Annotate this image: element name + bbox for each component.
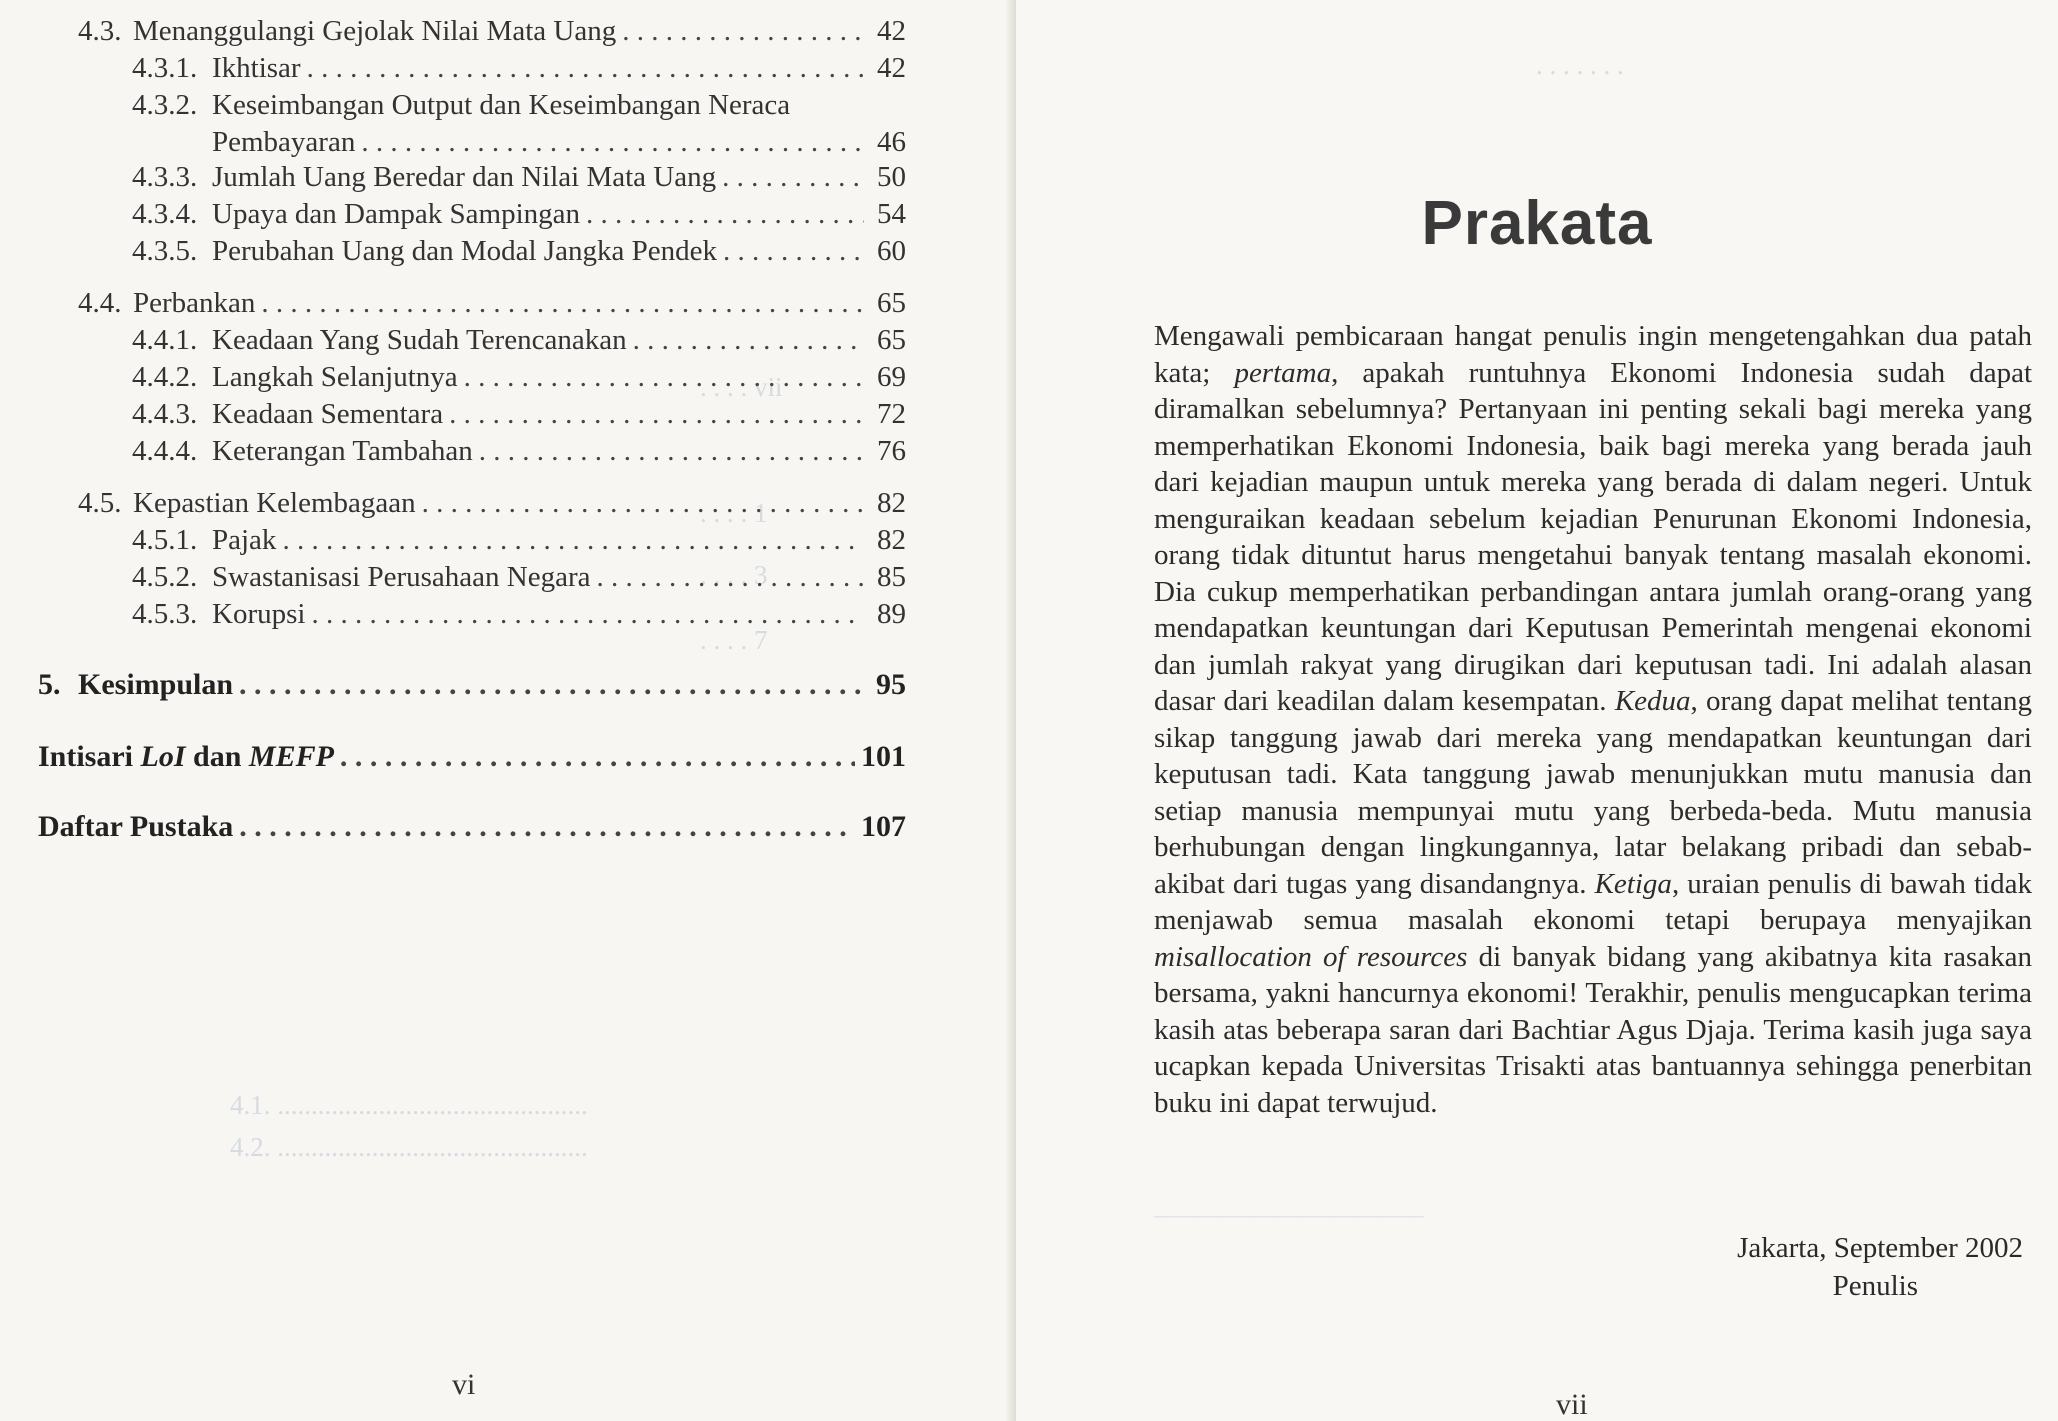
toc-leader-dots	[361, 125, 864, 159]
toc-entry[interactable]	[132, 523, 906, 557]
toc-entry[interactable]	[132, 323, 906, 357]
toc-entry-title: Menanggulangi Gejolak Nilai Mata Uang	[133, 15, 617, 47]
toc-entry[interactable]	[78, 14, 906, 48]
toc-entry-title: Perubahan Uang dan Modal Jangka Pendek	[212, 235, 717, 267]
toc-entry[interactable]	[78, 286, 906, 320]
toc-entry-title-line1: Keseimbangan Output dan Keseimbangan Neraca	[212, 89, 791, 121]
toc-entry[interactable]	[212, 125, 906, 159]
toc-entry-page: 89	[877, 598, 906, 630]
signature-name: Penulis	[1832, 1270, 1918, 1302]
toc-entry-page: 82	[877, 487, 906, 519]
toc-entry-page: 60	[877, 235, 906, 267]
bleed-through: . . . . . . .	[1536, 50, 1624, 80]
toc-entry-title: Perbankan	[133, 287, 256, 319]
toc-entry-number: 4.3.4.	[132, 198, 198, 230]
toc-entry-number: 4.4.4.	[132, 435, 198, 467]
bleed-through: . . . . 3	[700, 560, 768, 590]
toc-entry-number: 4.4.2.	[132, 361, 198, 393]
toc-chapter-title-part: Intisari	[38, 740, 141, 773]
preface-italic-text: Kedua	[1614, 685, 1691, 717]
toc-leader-dots	[282, 523, 864, 557]
toc-entry[interactable]	[132, 234, 906, 268]
toc-chapter-entry[interactable]	[38, 740, 906, 774]
toc-entry-page: 85	[877, 561, 906, 593]
toc-entry-number: 4.4.3.	[132, 398, 198, 430]
toc-leader-dots	[722, 160, 864, 194]
toc-entry[interactable]	[132, 360, 906, 394]
preface-text: Mengawali pembicaraan hangat penulis ingin mengetengahkan dua patah kata;	[1154, 320, 2032, 389]
bleed-through: . . . . 1	[700, 498, 768, 528]
toc-entry-title: Keadaan Yang Sudah Terencanakan	[212, 324, 627, 356]
toc-entry-page: 50	[877, 161, 906, 193]
toc-entry-page: 42	[877, 15, 906, 47]
toc-entry-title: Upaya dan Dampak Sampingan	[212, 198, 581, 230]
toc-leader-dots	[340, 740, 855, 774]
toc-entry[interactable]	[132, 397, 906, 431]
toc-entry[interactable]	[132, 51, 906, 85]
toc-entry-number: 4.4.	[78, 287, 122, 319]
toc-leader-dots	[422, 486, 864, 520]
toc-entry-page: 76	[877, 435, 906, 467]
toc-entry-page: 69	[877, 361, 906, 393]
toc-chapter-title-part: dan	[185, 740, 249, 773]
toc-entry-page: 72	[877, 398, 906, 430]
bleed-through: . . . . 7	[700, 625, 768, 655]
toc-leader-dots	[479, 434, 864, 468]
toc-entry-title: Langkah Selanjutnya	[212, 361, 458, 393]
toc-leader-dots	[633, 323, 864, 357]
preface-text: , apakah runtuhnya Ekonomi Indonesia sudah dapat diramalkan sebelumnya? Pertanyaan ini penting sekali bagi mereka yang memperhatikan Ekonomi Indonesia, baik bagi mereka yang berada jauh dari kejadian maupun untuk mereka yang berada di dalam negeri. Untuk menguraikan keadaan sebelum kejadian Penurunan Ekonomi Indonesia, orang tidak dituntut harus mengetahui banyak tentang masalah ekonomi. Dia cukup memperhatikan perbandingan antara jumlah orang-orang yang mendapatkan keuntungan dari Keputusan Pemerintah mengenai ekonomi dan jumlah rakyat yang dirugikan dari keputusan tadi. Ini adalah alasan dasar dari keadilan dalam kesempatan.	[1154, 356, 2033, 717]
preface-italic-text: pertama	[1234, 356, 1332, 389]
toc-entry-page: 42	[877, 52, 906, 84]
toc-leader-dots	[239, 810, 855, 844]
toc-leader-dots	[622, 14, 864, 48]
toc-entry-title: Ikhtisar	[212, 52, 301, 84]
bleed-through: ____________________	[1154, 1190, 1424, 1220]
toc-chapter-title-part: MEFP	[248, 740, 334, 773]
toc-entry-number: 4.3.3.	[132, 161, 198, 193]
toc-chapter-page: 101	[861, 740, 906, 773]
page-title: Prakata	[1421, 189, 1653, 258]
toc-leader-dots	[464, 360, 864, 394]
toc-entry-page: 54	[877, 198, 906, 230]
toc-entry-number: 4.3.1.	[132, 52, 198, 84]
toc-entry-number: 4.5.1.	[132, 524, 198, 556]
toc-entry-title: Swastanisasi Perusahaan Negara	[212, 561, 591, 593]
toc-entry-title: Pajak	[212, 524, 277, 556]
toc-entry-title: Kepastian Kelembagaan	[133, 487, 416, 519]
toc-entry-number: 4.3.5.	[132, 235, 198, 267]
toc-chapter-page: 107	[861, 810, 906, 843]
preface-italic-text: misallocation of resources	[1154, 940, 1468, 973]
toc-entry-number: 4.3.2.	[132, 89, 198, 121]
page-number-left: vi	[452, 1368, 476, 1401]
toc-entry-number: 4.3.	[78, 15, 122, 47]
toc-chapter-entry[interactable]	[38, 668, 906, 702]
toc-chapter-entry[interactable]	[38, 810, 906, 844]
toc-leader-dots	[261, 286, 864, 320]
toc-entry[interactable]	[132, 197, 906, 231]
toc-leader-dots	[723, 234, 864, 268]
toc-entry-number: 4.4.1.	[132, 324, 198, 356]
toc-leader-dots	[597, 560, 865, 594]
page-number-right: vii	[1556, 1388, 1588, 1421]
toc-chapter-title: Kesimpulan	[78, 668, 234, 701]
toc-entry-number: 4.5.2.	[132, 561, 198, 593]
toc-entry[interactable]	[132, 597, 906, 631]
right-page	[1016, 0, 2058, 1421]
bleed-through: 4.1. ..............................................	[230, 1090, 588, 1120]
left-page	[0, 0, 1016, 1421]
toc-chapter-title: Daftar Pustaka	[38, 810, 234, 843]
preface-text: , orang dapat melihat tentang sikap tanggung jawab dari mereka yang mendapatkan keuntungan dari keputusan tadi. Kata tanggung jawab menunjukkan mutu manusia dan setiap manusia mempunyai mutu yang berbeda-beda. Mutu manusia berhubungan dengan lingkungannya, latar belakang pribadi dan sebab-akibat dari tugas yang disandangnya.	[1154, 685, 2032, 900]
toc-leader-dots	[449, 397, 864, 431]
preface-italic-text: Ketiga	[1594, 867, 1672, 900]
toc-entry-title: Korupsi	[212, 598, 306, 630]
toc-entry-number: 4.5.	[78, 487, 122, 519]
toc-leader-dots	[307, 51, 864, 85]
toc-entry[interactable]	[132, 560, 906, 594]
toc-entry-page: 46	[877, 126, 906, 158]
toc-entry-page: 65	[877, 287, 906, 319]
toc-entry-page: 82	[877, 524, 906, 556]
toc-entry-title: Keterangan Tambahan	[212, 435, 473, 467]
toc-entry-page: 65	[877, 324, 906, 356]
toc-entry-title: Pembayaran	[212, 126, 356, 158]
toc-entry-title: Jumlah Uang Beredar dan Nilai Mata Uang	[212, 161, 717, 193]
bleed-through: . . . . vii	[700, 372, 783, 402]
toc-entry[interactable]	[132, 434, 906, 468]
preface-text: , uraian penulis di bawah tidak menjawab semua masalah ekonomi tetapi berupaya menyajikan	[1154, 867, 2032, 936]
toc-entry[interactable]	[78, 486, 906, 520]
toc-chapter-number: 5.	[38, 668, 61, 701]
toc-leader-dots	[239, 668, 864, 702]
toc-leader-dots	[586, 197, 864, 231]
toc-leader-dots	[311, 597, 864, 631]
toc-entry[interactable]	[132, 160, 906, 194]
bleed-through: 4.2. ..............................................	[230, 1132, 588, 1162]
toc-entry-number: 4.5.3.	[132, 598, 198, 630]
toc-chapter-page: 95	[876, 668, 906, 701]
toc-chapter-title-part: LoI	[140, 740, 186, 773]
preface-body	[1154, 318, 2032, 1121]
toc-entry-title: Keadaan Sementara	[212, 398, 444, 430]
toc-chapter-title	[38, 740, 334, 774]
signature-place-date: Jakarta, September 2002	[1737, 1232, 2023, 1264]
preface-text: di banyak bidang yang akibatnya kita rasakan bersama, yakni hancurnya ekonomi! Terakhir, penulis mengucapkan terima kasih atas beberapa saran dari Bachtiar Agus Djaja. Terima kasih juga saya ucapkan kepada Universitas Trisakti atas bantuannya sehingga penerbitan buku ini dapat terwujud.	[1154, 940, 2032, 1119]
